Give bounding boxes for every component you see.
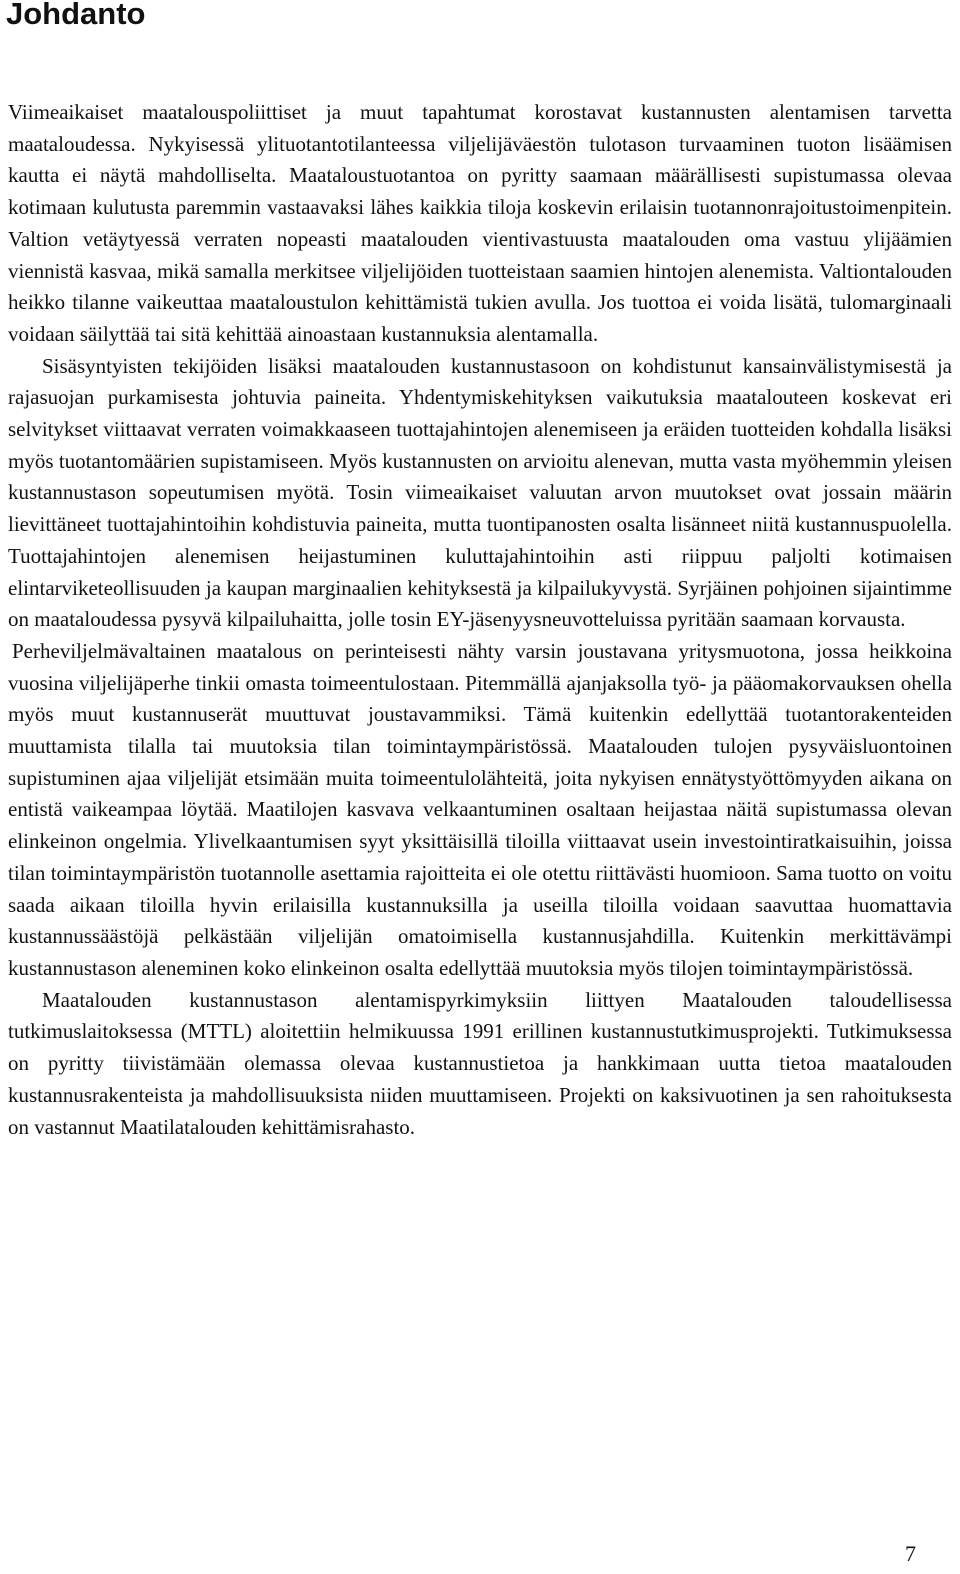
page-number: 7 bbox=[905, 1541, 916, 1566]
paragraph-research-project: Maatalouden kustannustason alentamispyrkimyksiin liittyen Maatalouden taloudellisessa tutkimuslaitoksessa (MTTL) aloitettiin helmikuussa 1991 erillinen kustannustutkimusprojekti. Tutkimuksessa on pyritty tiivistämään olemassa olevaa kustannustietoa ja hankkimaan uutta tietoa maatalouden kustannusrakenteista ja mahdollisuuksista niiden muuttamiseen. Projekti on kaksivuotinen ja sen rahoituksesta on vastannut Maatilatalouden kehittämisrahasto. bbox=[8, 987, 952, 1139]
page-title: Johdanto bbox=[6, 0, 146, 31]
paragraph-intro: Viimeaikaiset maatalouspoliittiset ja muut tapahtumat korostavat kustannusten alentamisen tarvetta maataloudessa. Nykyisessä ylituotantotilanteessa viljelijäväestön tulotason turvaaminen tuoton lisäämisen kautta ei näytä mahdolliselta. Maataloustuotantoa on pyritty saamaan määrällisesti supistumassa olevaa kotimaan kulutusta paremmin vastaavaksi lähes kaikkia tiloja koskevin erilaisin tuotannonrajoitustoimenpitein. Valtion vetäytyessä verraten nopeasti maatalouden vientivastuusta maatalouden oma vastuu ylijäämien viennistä kasvaa, mikä samalla merkitsee viljelijöiden tuotteistaan saamien hintojen alenemista. Valtiontalouden heikko tilanne vaikeuttaa maataloustulon kehittämistä tukien avulla. Jos tuottoa ei voida lisätä, tulomarginaali voidaan säilyttää tai sitä kehittää ainoastaan kustannuksia alentamalla. bbox=[8, 100, 952, 346]
paragraph-family-farming: Perheviljelmävaltainen maatalous on perinteisesti nähty varsin joustavana yritysmuotona, jossa heikkoina vuosina viljelijäperhe tinkii omasta toimeentulostaan. Pitemmällä ajanjaksolla työ- ja pääomakorvauksen ohella myös muut kustannuserät muuttuvat joustavammiksi. Tämä kuitenkin edellyttää tuotantorakenteiden muuttamista tilalla tai muutoksia tilan toimintaympäristössä. Maatalouden tulojen pysyväisluontoinen supistuminen ajaa viljelijät etsimään muita toimeentulolähteitä, joita nykyisen ennätystyöttömyyden aikana on entistä vaikeampaa löytää. Maatilojen kasvava velkaantuminen osaltaan heijastaa näitä supistumassa olevan elinkeinon ongelmia. Ylivelkaantumisen syyt yksittäisillä tiloilla viittaavat usein investointiratkaisuihin, joissa tilan toimintaympäristön tuotannolle asettamia rajoitteita ei ole otettu riittävästi huomioon. Sama tuotto on voitu saada aikaan tiloilla hyvin erilaisilla kustannuksilla ja useilla tiloilla voidaan saavuttaa huomattavia kustannussäästöjä pelkästään viljelijän omatoimisella kustannusjahdilla. Kuitenkin merkittävämpi kustannustason aleneminen koko elinkeinon osalta edellyttää muutoksia myös tilojen toimintaympäristössä. bbox=[8, 638, 952, 980]
paragraph-internal-factors: Sisäsyntyisten tekijöiden lisäksi maatalouden kustannustasoon on kohdistunut kansainvälistymisestä ja rajasuojan purkamisesta johtuvia paineita. Yhdentymiskehityksen vaikutuksia maatalouteen koskevat eri selvitykset viittaavat verraten voimakkaaseen tuottajahintojen alenemiseen ja eräiden tuotteiden kohdalla lisäksi myös tuotantomäärien supistamiseen. Myös kustannusten on arvioitu alenevan, mutta vasta myöhemmin yleisen kustannustason sopeutumisen myötä. Tosin viimeaikaiset valuutan arvon muutokset ovat jossain määrin lievittäneet tuottajahintoihin kohdistuvia paineita, mutta tuontipanosten osalta lisänneet niitä kustannuspuolella. Tuottajahintojen alenemisen heijastuminen kuluttajahintoihin asti riippuu paljolti kotimaisen elintarviketeollisuuden ja kaupan marginaalien kehityksestä ja kilpailukyvystä. Syrjäinen pohjoinen sijaintimme on maataloudessa pysyvä kilpailuhaitta, jolle tosin EY-jäsenyysneuvotteluissa pyritään saamaan korvausta. bbox=[8, 353, 952, 632]
body-text bbox=[8, 97, 952, 1143]
